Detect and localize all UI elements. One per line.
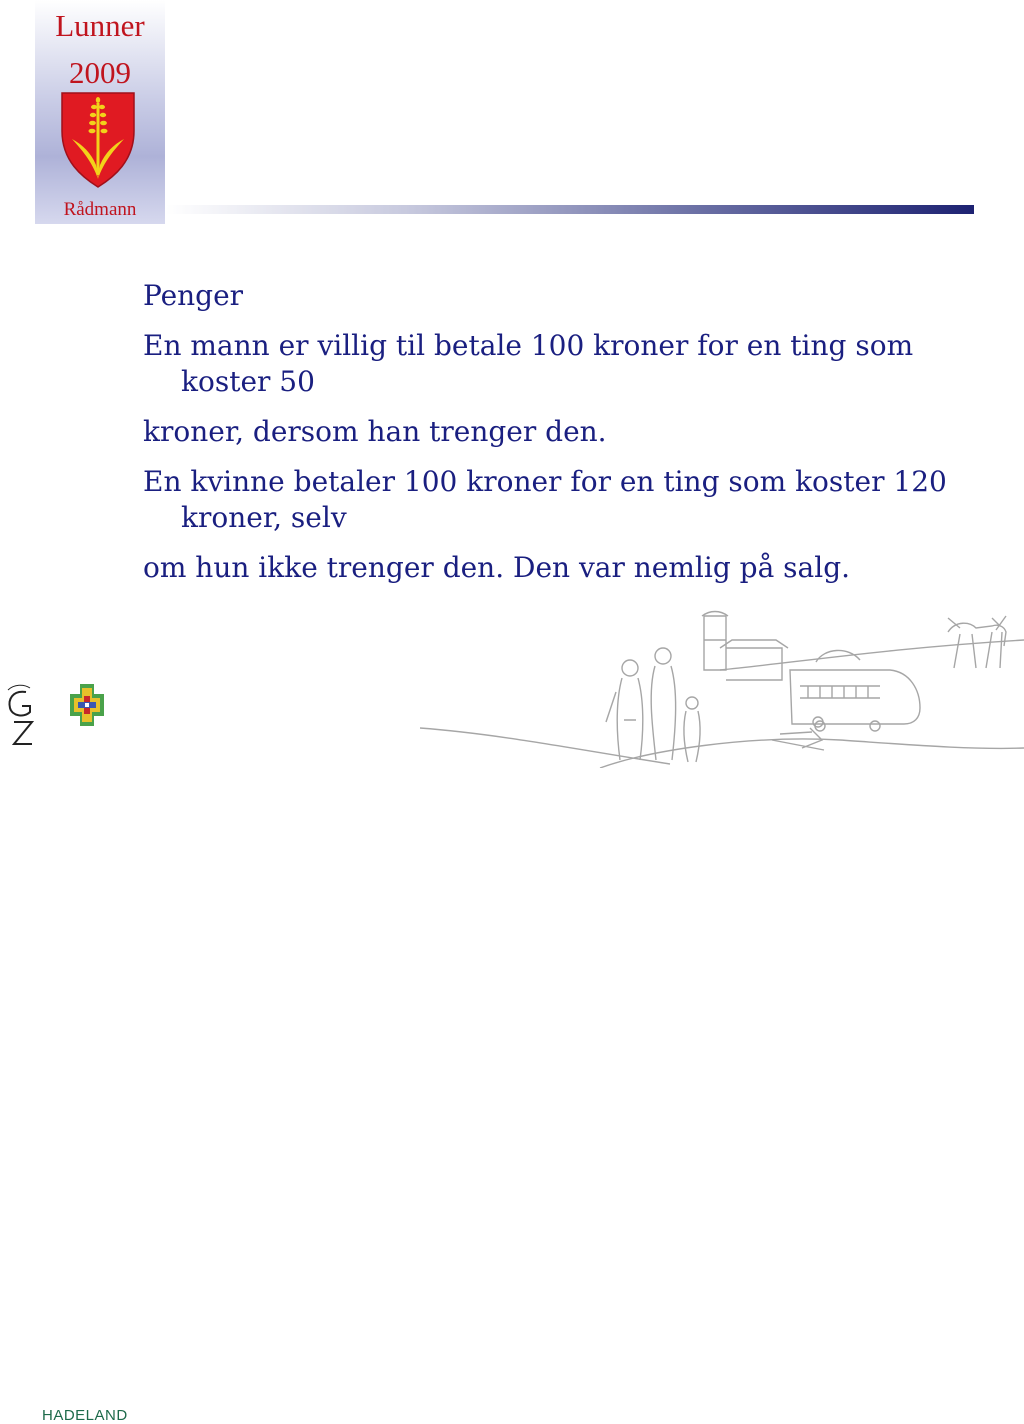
line-sketch-illustration [420,600,1024,768]
coat-of-arms-icon [59,91,137,189]
paragraph: om hun ikke trenger den. Den var nemlig på salg. [143,551,851,584]
logo-year: 2009 [69,55,131,90]
slide-body [143,278,963,600]
hadeland-emblem-icon [0,678,145,756]
logo-title: Lunner [55,8,145,43]
logo-subtitle: Rådmann [63,199,137,220]
paragraph-title: Penger [143,279,244,312]
header-rule [166,205,974,214]
paragraph: kroner, dersom han trenger den. [143,415,607,448]
hadeland-label: HADELAND [42,1407,128,1424]
hadeland-logo [0,678,145,1424]
paragraph: En mann er villig til betale 100 kroner for en ting som koster 50 [143,329,914,398]
municipality-logo [35,0,165,224]
paragraph: En kvinne betaler 100 kroner for en ting som koster 120 kroner, selv [143,465,947,534]
